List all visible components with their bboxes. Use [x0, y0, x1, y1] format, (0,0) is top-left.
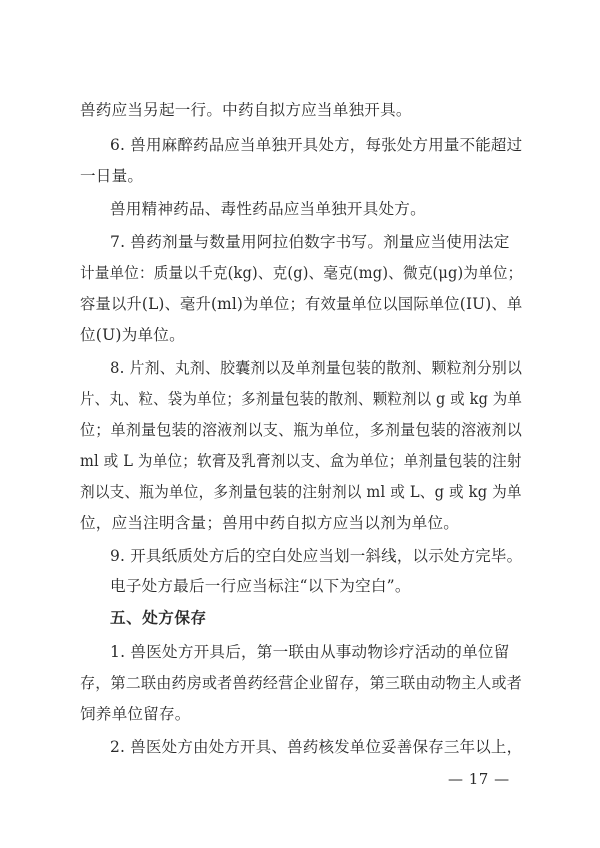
- body-line: 片、丸、粒、袋为单位；多剂量包装的散剂、颗粒剂以 g 或 kg 为单: [80, 390, 523, 408]
- body-line: 8. 片剂、丸剂、胶囊剂以及单剂量包装的散剂、颗粒剂分别以: [110, 359, 523, 377]
- body-line: 位(U)为单位。: [80, 326, 185, 344]
- page-number: — 17 —: [448, 770, 510, 788]
- body-line: 位，应当注明含量；兽用中药自拟方应当以剂为单位。: [80, 514, 460, 532]
- body-line: 2. 兽医处方由处方开具、兽药核发单位妥善保存三年以上，: [110, 738, 523, 756]
- section-heading: 五、处方保存: [110, 609, 207, 627]
- body-line: 兽药应当另起一行。中药自拟方应当单独开具。: [80, 101, 412, 119]
- body-line: 兽用精神药品、毒性药品应当单独开具处方。: [110, 200, 426, 218]
- body-line: 7. 兽药剂量与数量用阿拉伯数字书写。剂量应当使用法定: [110, 233, 510, 251]
- body-line: 1. 兽医处方开具后，第一联由从事动物诊疗活动的单位留: [110, 643, 510, 661]
- body-line: 计量单位：质量以千克(kg)、克(g)、毫克(mg)、微克(μg)为单位；: [80, 264, 523, 282]
- body-line: 电子处方最后一行应当标注“以下为空白”。: [110, 577, 411, 595]
- body-line: 位；单剂量包装的溶液剂以支、瓶为单位，多剂量包装的溶液剂以: [80, 421, 523, 439]
- body-line: 剂以支、瓶为单位，多剂量包装的注射剂以 ml 或 L、g 或 kg 为单: [80, 483, 522, 501]
- body-line: 6. 兽用麻醉药品应当单独开具处方，每张处方用量不能超过: [110, 136, 523, 154]
- body-line: 容量以升(L)、毫升(ml)为单位；有效量单位以国际单位(IU)、单: [80, 295, 523, 313]
- body-line: 一日量。: [80, 167, 144, 185]
- body-line: 9. 开具纸质处方后的空白处应当划一斜线，以示处方完毕。: [110, 547, 523, 565]
- body-line: ml 或 L 为单位；软膏及乳膏剂以支、盒为单位；单剂量包装的注射: [80, 452, 522, 470]
- body-line: 饲养单位留存。: [80, 705, 191, 723]
- body-line: 存，第二联由药房或者兽药经营企业留存，第三联由动物主人或者: [80, 674, 523, 692]
